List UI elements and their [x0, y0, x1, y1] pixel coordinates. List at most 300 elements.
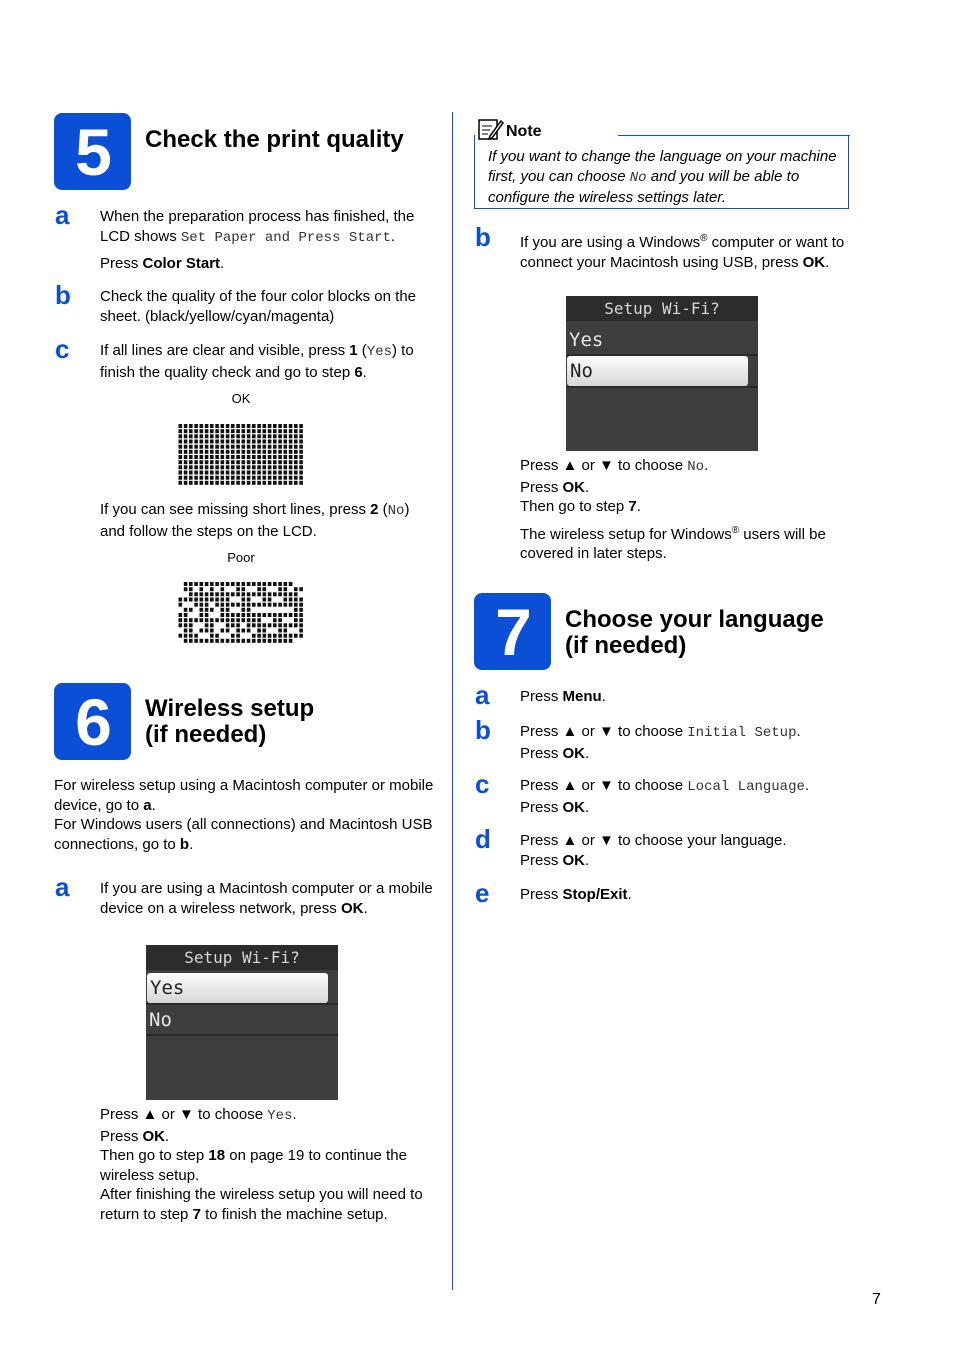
pattern-line [210, 445, 214, 449]
pattern-line [194, 592, 198, 596]
pattern-line [210, 608, 214, 612]
pattern-line [268, 465, 272, 469]
pattern-line [284, 592, 288, 596]
pattern-line [247, 424, 251, 428]
pattern-line [200, 592, 204, 596]
pattern-line [210, 450, 214, 454]
step-5-badge [54, 113, 131, 190]
pattern-line [242, 639, 246, 643]
pattern-line [268, 460, 272, 464]
lcd-option-no[interactable]: No [567, 356, 748, 386]
pattern-line [215, 424, 219, 428]
pattern-line [231, 471, 235, 475]
pattern-line [200, 603, 204, 607]
pattern-line [194, 598, 198, 602]
pattern-line [189, 476, 193, 480]
pattern-line [226, 592, 230, 596]
pattern-line [263, 429, 267, 433]
pattern-line [236, 450, 240, 454]
pattern-line [242, 598, 246, 602]
step-7c-text: Press ▲ or ▼ to choose Local Language. Press OK. [520, 777, 810, 816]
pattern-line [215, 582, 219, 586]
pattern-line [257, 471, 261, 475]
pattern-line [200, 434, 204, 438]
pattern-line [205, 450, 209, 454]
pattern-line [284, 629, 288, 633]
pattern-line [289, 429, 293, 433]
step-7c-letter: c [475, 769, 490, 799]
pattern-line [273, 445, 277, 449]
pattern-line [194, 455, 198, 459]
step-5-number: 5 [75, 114, 110, 189]
pattern-line [294, 598, 298, 602]
pattern-line [273, 455, 277, 459]
pattern-line [252, 618, 256, 622]
pattern-line [284, 460, 288, 464]
pattern-line [284, 424, 288, 428]
step-5b-letter: b [55, 280, 71, 310]
pattern-line [257, 440, 261, 444]
pattern-line [226, 476, 230, 480]
pattern-line [226, 582, 230, 586]
pattern-line [210, 587, 214, 591]
pattern-line [236, 429, 240, 433]
pattern-line [236, 623, 240, 627]
pattern-line [194, 460, 198, 464]
pattern-line [179, 424, 183, 428]
pattern-line [299, 424, 303, 428]
pattern-line [189, 598, 193, 602]
pattern-line [263, 623, 267, 627]
pattern-line [236, 471, 240, 475]
pattern-line [268, 634, 272, 638]
pattern-line [236, 465, 240, 469]
pattern-line [284, 587, 288, 591]
pattern-line [289, 455, 293, 459]
step-6-number: 6 [75, 684, 110, 759]
pattern-line [231, 455, 235, 459]
pattern-line [184, 634, 188, 638]
pattern-line [200, 465, 204, 469]
pattern-line [294, 476, 298, 480]
ok-print-pattern [178, 424, 304, 486]
pattern-line [231, 460, 235, 464]
pattern-line [268, 424, 272, 428]
pattern-line [221, 481, 225, 485]
pattern-line [205, 429, 209, 433]
pattern-line [273, 634, 277, 638]
pattern-line [273, 623, 277, 627]
pattern-line [221, 618, 225, 622]
pattern-line [210, 582, 214, 586]
pattern-line [221, 587, 225, 591]
pattern-line [231, 440, 235, 444]
pattern-line [278, 629, 282, 633]
lcd-header: Setup Wi-Fi? [146, 945, 338, 970]
pattern-line [205, 445, 209, 449]
column-divider [452, 112, 453, 1290]
pattern-line [226, 445, 230, 449]
pattern-line [215, 460, 219, 464]
pattern-line [242, 460, 246, 464]
pattern-line [210, 618, 214, 622]
pattern-line [263, 424, 267, 428]
pattern-line [242, 424, 246, 428]
step-7-title: Choose your language (if needed) [565, 606, 824, 659]
pattern-line [252, 592, 256, 596]
pattern-line [284, 613, 288, 617]
pattern-line [226, 618, 230, 622]
pattern-line [247, 598, 251, 602]
pattern-line [189, 434, 193, 438]
pattern-line [268, 613, 272, 617]
pattern-line [179, 618, 183, 622]
pattern-line [231, 476, 235, 480]
step-6a-text: If you are using a Macintosh computer or a mobile device on a wireless network, press OK. [100, 880, 433, 917]
pattern-line [257, 592, 261, 596]
pattern-line [215, 618, 219, 622]
pattern-line [200, 450, 204, 454]
pattern-line [200, 613, 204, 617]
pattern-line [205, 629, 209, 633]
pattern-line [252, 613, 256, 617]
pattern-line [210, 639, 214, 643]
pattern-line [205, 465, 209, 469]
pattern-line [200, 587, 204, 591]
pattern-line [189, 460, 193, 464]
pattern-line [252, 582, 256, 586]
pattern-line [268, 481, 272, 485]
pattern-line [247, 445, 251, 449]
pattern-line [242, 587, 246, 591]
pattern-line [257, 481, 261, 485]
pattern-line [215, 603, 219, 607]
pattern-line [221, 613, 225, 617]
pattern-line [289, 434, 293, 438]
pattern-line [257, 629, 261, 633]
pattern-line [263, 460, 267, 464]
pattern-line [273, 476, 277, 480]
pattern-line [236, 582, 240, 586]
pattern-line [278, 465, 282, 469]
pattern-line [247, 582, 251, 586]
pattern-line [236, 476, 240, 480]
pattern-line [179, 460, 183, 464]
pattern-line [179, 440, 183, 444]
pattern-line [226, 629, 230, 633]
pattern-line [205, 639, 209, 643]
pattern-line [299, 471, 303, 475]
pattern-line [294, 481, 298, 485]
pattern-line [294, 634, 298, 638]
pattern-line [189, 429, 193, 433]
pattern-line [252, 460, 256, 464]
pattern-line [273, 613, 277, 617]
pattern-line [205, 598, 209, 602]
step-5c-text: If all lines are clear and visible, press 1 (Yes) to finish the quality check and go to step 6. [100, 342, 414, 381]
pattern-line [242, 608, 246, 612]
pattern-line [294, 592, 298, 596]
pattern-line [184, 434, 188, 438]
pattern-line [252, 603, 256, 607]
pattern-line [184, 440, 188, 444]
pattern-line [210, 629, 214, 633]
pattern-line [184, 608, 188, 612]
page-number: 7 [872, 1291, 881, 1308]
step-6a-instructions: Press ▲ or ▼ to choose Yes. Press OK. Then go to step 18 on page 19 to continue the wireless setup. After finishing the wireless setup you will need to return to step 7 to finish the machine setup. [100, 1106, 423, 1223]
pattern-line [263, 465, 267, 469]
pattern-line [278, 634, 282, 638]
pattern-line [242, 613, 246, 617]
pattern-line [221, 476, 225, 480]
pattern-line [278, 455, 282, 459]
pattern-line [273, 440, 277, 444]
pattern-line [189, 445, 193, 449]
pattern-line [268, 582, 272, 586]
lcd-option-yes[interactable]: Yes [569, 329, 604, 351]
pattern-line [252, 639, 256, 643]
pattern-line [189, 592, 193, 596]
pattern-line [215, 434, 219, 438]
poor-sample-label: Poor [227, 550, 255, 565]
pattern-line [278, 450, 282, 454]
pattern-line [263, 450, 267, 454]
pattern-line [252, 445, 256, 449]
pattern-line [210, 598, 214, 602]
step-6b-letter: b [475, 222, 491, 252]
pattern-line [210, 476, 214, 480]
pattern-line [247, 629, 251, 633]
pattern-line [289, 634, 293, 638]
pattern-line [184, 424, 188, 428]
pattern-line [189, 471, 193, 475]
pattern-line [247, 434, 251, 438]
note-pencil-icon [478, 117, 504, 141]
step-7d-text: Press ▲ or ▼ to choose your language. Press OK. [520, 832, 787, 869]
pattern-line [299, 450, 303, 454]
pattern-line [284, 465, 288, 469]
pattern-line [210, 460, 214, 464]
pattern-line [221, 465, 225, 469]
pattern-line [236, 613, 240, 617]
step-7-number: 7 [495, 594, 530, 669]
pattern-line [263, 445, 267, 449]
pattern-line [289, 424, 293, 428]
pattern-line [231, 450, 235, 454]
pattern-line [273, 582, 277, 586]
pattern-line [263, 434, 267, 438]
pattern-line [184, 471, 188, 475]
pattern-line [200, 471, 204, 475]
pattern-line [200, 476, 204, 480]
pattern-line [194, 465, 198, 469]
pattern-line [242, 445, 246, 449]
pattern-line [284, 440, 288, 444]
pattern-line [273, 429, 277, 433]
pattern-line [294, 445, 298, 449]
pattern-line [215, 429, 219, 433]
pattern-line [236, 445, 240, 449]
pattern-line [200, 608, 204, 612]
pattern-line [268, 450, 272, 454]
pattern-line [252, 424, 256, 428]
pattern-line [257, 634, 261, 638]
pattern-line [284, 639, 288, 643]
pattern-line [194, 639, 198, 643]
pattern-line [221, 603, 225, 607]
pattern-line [179, 455, 183, 459]
pattern-line [179, 476, 183, 480]
pattern-line [210, 455, 214, 459]
pattern-line [257, 465, 261, 469]
pattern-line [205, 618, 209, 622]
step-7-badge [474, 593, 551, 670]
pattern-line [215, 440, 219, 444]
pattern-line [184, 429, 188, 433]
pattern-line [247, 618, 251, 622]
pattern-line [231, 618, 235, 622]
pattern-line [205, 476, 209, 480]
pattern-line [226, 429, 230, 433]
pattern-line [184, 629, 188, 633]
pattern-line [221, 460, 225, 464]
pattern-line [215, 465, 219, 469]
pattern-line [268, 603, 272, 607]
pattern-line [294, 623, 298, 627]
pattern-line [221, 471, 225, 475]
pattern-line [205, 455, 209, 459]
pattern-line [215, 445, 219, 449]
pattern-line [273, 434, 277, 438]
pattern-line [273, 481, 277, 485]
pattern-line [284, 429, 288, 433]
pattern-line [242, 455, 246, 459]
pattern-line [184, 465, 188, 469]
lcd-option-yes[interactable]: Yes [147, 973, 328, 1003]
pattern-line [284, 623, 288, 627]
pattern-line [226, 613, 230, 617]
pattern-line [205, 460, 209, 464]
pattern-line [257, 639, 261, 643]
pattern-line [179, 434, 183, 438]
pattern-line [231, 582, 235, 586]
pattern-line [179, 634, 183, 638]
note-text: If you want to change the language on your machine first, you can choose No and you will be able to configure the wireless settings later. [488, 148, 837, 206]
pattern-line [189, 608, 193, 612]
pattern-line [189, 587, 193, 591]
pattern-line [194, 445, 198, 449]
pattern-line [200, 460, 204, 464]
pattern-line [205, 608, 209, 612]
pattern-line [263, 613, 267, 617]
step-6b-instructions: Press ▲ or ▼ to choose No. Press OK. Then go to step 7. The wireless setup for Windows® users will be covered in later steps. [520, 457, 826, 562]
pattern-line [179, 429, 183, 433]
pattern-line [184, 455, 188, 459]
pattern-line [299, 587, 303, 591]
pattern-line [268, 639, 272, 643]
pattern-line [252, 623, 256, 627]
pattern-line [236, 618, 240, 622]
pattern-line [257, 450, 261, 454]
pattern-line [257, 424, 261, 428]
pattern-line [294, 587, 298, 591]
pattern-line [247, 465, 251, 469]
pattern-line [205, 623, 209, 627]
pattern-line [242, 429, 246, 433]
pattern-line [215, 639, 219, 643]
pattern-line [236, 455, 240, 459]
pattern-line [200, 582, 204, 586]
pattern-line [189, 465, 193, 469]
pattern-line [289, 613, 293, 617]
pattern-line [194, 476, 198, 480]
pattern-line [231, 639, 235, 643]
pattern-line [252, 476, 256, 480]
pattern-line [247, 471, 251, 475]
pattern-line [231, 634, 235, 638]
pattern-line [247, 592, 251, 596]
lcd-option-no[interactable]: No [149, 1009, 172, 1031]
pattern-line [257, 613, 261, 617]
pattern-line [263, 582, 267, 586]
pattern-line [273, 603, 277, 607]
pattern-line [200, 440, 204, 444]
pattern-line [215, 455, 219, 459]
pattern-line [268, 592, 272, 596]
pattern-line [200, 429, 204, 433]
lcd-header: Setup Wi-Fi? [566, 296, 758, 321]
pattern-line [294, 450, 298, 454]
pattern-line [299, 455, 303, 459]
pattern-line [242, 582, 246, 586]
pattern-line [231, 429, 235, 433]
pattern-line [247, 440, 251, 444]
pattern-line [236, 460, 240, 464]
pattern-line [231, 424, 235, 428]
pattern-line [200, 424, 204, 428]
pattern-line [299, 618, 303, 622]
pattern-line [215, 476, 219, 480]
pattern-line [205, 440, 209, 444]
pattern-line [252, 634, 256, 638]
pattern-line [289, 603, 293, 607]
pattern-line [268, 445, 272, 449]
pattern-line [289, 445, 293, 449]
pattern-line [263, 471, 267, 475]
step-7a-text: Press Menu. [520, 688, 606, 705]
pattern-line [194, 424, 198, 428]
pattern-line [284, 471, 288, 475]
pattern-line [247, 603, 251, 607]
pattern-line [226, 623, 230, 627]
step-6a-letter: a [55, 872, 70, 902]
pattern-line [252, 471, 256, 475]
pattern-line [252, 465, 256, 469]
lcd-screen-yes [146, 945, 338, 1100]
pattern-line [278, 582, 282, 586]
pattern-line [210, 481, 214, 485]
pattern-line [200, 598, 204, 602]
pattern-line [184, 613, 188, 617]
step-7e-text: Press Stop/Exit. [520, 886, 632, 903]
pattern-line [289, 639, 293, 643]
pattern-line [226, 424, 230, 428]
pattern-line [289, 582, 293, 586]
pattern-line [184, 587, 188, 591]
pattern-line [226, 608, 230, 612]
pattern-line [215, 450, 219, 454]
pattern-line [210, 465, 214, 469]
